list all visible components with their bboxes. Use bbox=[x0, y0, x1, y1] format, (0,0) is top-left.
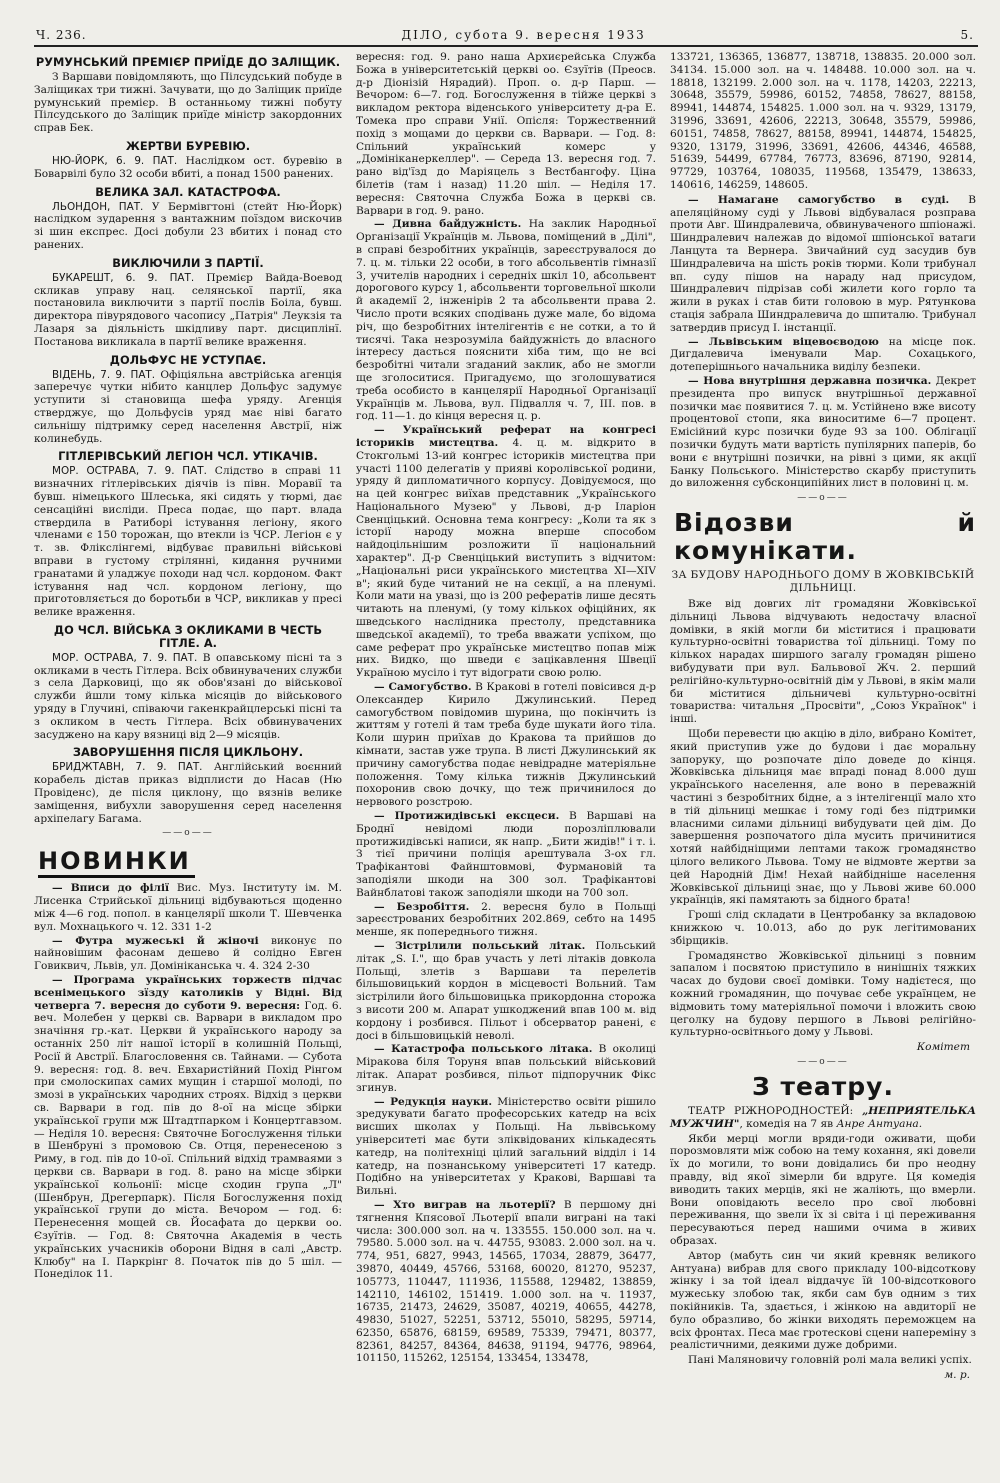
article-text: У Бермівгтоні (стейт Ню-Йорк) наслідком зударення з вантажним поїздом вискочив зі шин експрес. Досі добули 23 вбитих і понад сто ранених. bbox=[34, 200, 342, 251]
appeal-paragraph: Вже від довгих літ громадяни Жовківської дільниці Львова відчувають недостачу власної домівки, в якій могли би міститися і працювати культурно-освітні товариства тої дільниці. Тому по кількох нарадах ширшого загалу громадян рішено вибудувати при вул. Бальвової Жч. 2. перший релігійно-культурно-освітній дім у Львові, в якім мали би міститися дільничеві культурно-освітні товариства: читальня „Просвіти", „Союз Українок" і інші. bbox=[670, 598, 976, 726]
news-item-text: В околиці Міракова біля Торуня впав польський військовий літак. Апарат розбився, пільот підпоручник Фікс згинув. bbox=[356, 1043, 656, 1094]
news-item-lead: — Львівським віцевоєводою bbox=[688, 335, 879, 348]
section-divider: ——o—— bbox=[162, 828, 214, 839]
article-text: Наслідком ост. буревію в Боварвілі було 32 особи вбиті, а понад 1500 ранених. bbox=[34, 154, 342, 180]
appeal-paragraph: Гроші слід складати в Центробанку за вкладовою книжкою ч. 10.013, або до рук легітимованих збірщиків. bbox=[670, 909, 976, 947]
news-item-text: 4. ц. м. відкрито в Стокгольмі 13-ий конгрес істориків мистецтва при участі 1100 делегатів у приявi королівської родини, уряду й дипломатичного корпусу. Довідуємося, що на цей конгрес виїхав представник „Українського Національного Музею" у Львові, д-р Іларіон Свенціцький. Основна тема конгресу: „Коли та як з історії народу можна вперше способом найдоцільнішим розложити її національний характер". Д-р Свенціцький виступить з відчитом: „Національні риси українського мистецтва ХІ—XIV в"; який буде читаний не на секції, а на пленумі. Коли мати на увазі, що із 200 рефератів лише десять читають на пленумі, (у тому кількох офіційних, як шведського наслідника престолу, представника шведської академії), то треба вважати успіхом, що саме реферат про українське мистецтво попав між них. Видко, що шведи є зацікавлення Швеції Україною мусіло і тут відограти свою ролю. bbox=[356, 436, 656, 680]
article-dateline: ВІДЕНЬ, 7. 9. ПАТ. bbox=[52, 368, 156, 381]
news-item-text: Міністерство освіти рішило зредукувати багато професорських катедр на всіх висших школах у Польщі. На львівському університеті має бути зліквідованих кількадесять катедр, на політехніці цілий загальний відділ і 14 катедр, на познанському університеті 17 катедр. Подібно на університетах у Кракові, Варшаві та Вильні. bbox=[356, 1095, 656, 1198]
news-item-lead: — Самогубство. bbox=[374, 681, 472, 694]
article-text: Англійський воєнний корабель дістав приказ відплисти до Насав (Ню Провіденс), де після циклону, що вязнів велике заміщення, вибухли заворушення серед населення архіпелагу Багама. bbox=[34, 761, 342, 825]
news-item-text: виконує по найновішим фасонам дешево й солідно Евген Говиквич, Львів, ул. Домініканська ч. 4. 324 2-30 bbox=[34, 934, 342, 973]
columns bbox=[34, 51, 978, 1469]
article-headline: ЖЕРТВИ БУРЕВІЮ. bbox=[125, 138, 251, 153]
theatre-info: , комедія на 7 яв bbox=[739, 1117, 834, 1130]
section-divider: ——o—— bbox=[797, 493, 849, 504]
news-item-lead: — Дивна байдужність. bbox=[374, 218, 522, 231]
theatre-play-name: „НЕПРИЯТЕЛЬКА МУЖЧИН" bbox=[670, 1104, 976, 1130]
running-head bbox=[34, 28, 978, 47]
article-body bbox=[34, 201, 342, 252]
column-2 bbox=[354, 51, 656, 1469]
news-item-text: В Варшаві на Броднї невідомі люди порозліплювали протижидівські написи, як напр. „Бити жидів!" і т. і. З тієї причини поліція арештувала 3-ох гл. Трафікантові Файнштовмові, Фурмановій та заподіяли шкоди на 300 зол. Трафікантові Вайнблатові також заподіяли шкоди на 700 зол. bbox=[356, 810, 656, 899]
article-dateline: БРИДЖТАВН, 7. 9. ПАТ. bbox=[52, 761, 203, 774]
article-body bbox=[34, 272, 342, 349]
news-item bbox=[356, 424, 656, 680]
article-headline: ВЕЛИКА ЗАЛ. КАТАСТРОФА. bbox=[95, 184, 281, 199]
news-item-lead: — Редукція науки. bbox=[374, 1095, 493, 1108]
article-body bbox=[34, 369, 342, 446]
page-label: Ч. 236. bbox=[36, 28, 87, 42]
article-headline: ДОЛЬФУС НЕ УСТУПАЄ. bbox=[109, 352, 267, 367]
article-headline: ДО ЧСЛ. ВІЙСЬКА З ОКЛИКАМИ В ЧЕСТЬ ГІТЛЕ. А. bbox=[53, 622, 323, 650]
article-body bbox=[34, 465, 342, 619]
news-item-text: Декрет президента про випуск внутрішньої державної позички має появитися 7. ц. м. Устійнено вже висоту процентової стопи, яка виноситиме 6—7 процент. Емісійний курс позички буде 93 за 100. Облігації позички будуть мати вартість пупілярних паперів, бо вони є внутрішні позички, на рівні з цими, як акції Банку Польського. Міністерство скарбу приступить до виложення субсконципійних лист в половині ц. м. bbox=[670, 374, 976, 490]
news-item-lead: — Хто виграв на льотерії? bbox=[374, 1198, 556, 1211]
news-item bbox=[670, 336, 976, 374]
article-body bbox=[34, 652, 342, 742]
news-item bbox=[356, 940, 656, 1042]
article-text: Премієр Вайда-Воевод скликав управу нац. селянської партії, яка постановила виключити з партії послів Боіла, бувш. директора півурядового часопису „Патрія" Леукзія та Лазаря за діяльність шкідливу парт. дисциплінї. Постанова викликала в партії велике враження. bbox=[34, 271, 342, 348]
news-item-lead: — Український реферат на конгресі істориків мистецтва. bbox=[356, 424, 656, 449]
news-item bbox=[356, 810, 656, 900]
theatre-signature: м. р. bbox=[944, 1368, 970, 1381]
appeal-paragraph: Громадянство Жовківської дільниці з повним запалом і посвятою приступило в нинішніх тяжких часах до будови своєї домівки. Тому надієтеся, що кожний громадянин, що почуває себе українцем, не відмовить тому матеріяльної помочи і вложить свою цеголку на будову першого в Львові релігійно-культурно-освітнього дому у Львові. bbox=[670, 949, 976, 1039]
column-1 bbox=[34, 51, 342, 1469]
news-item-text: На заклик Народньої Організації Українців м. Львова, поміщений в „Ділі", в справі безробітних українців, зареєструвалося до 7. ц. м. тільки 22 особи, в того абсольвентів гімназії 3, учителів народних і середніх шкіл 10, абсольвент дорогового курсу 1, абсольвенти торговельної школи й академії 2, інженірів 2 та абсольвенти права 2. Число проти всяких сподівань дуже мале, бо відома річ, що безробітних інтелігентів є не сотки, а то й тисячі. Така незрозуміла байдужність до власного інтересу дасться пояснити хіба тим, що не всі безробітні читали згаданий заклик, або не змогли ще зголоситися. Пригадуємо, що зголошуватися треба особисто в канцелярії Народньої Організації Українців м. Львова, вул. Підвалля ч. 7, ІІІ. пов. в год. 11—1. до кінця вересня ц. р. bbox=[356, 218, 656, 423]
theatre-paragraph: Автор (мабуть син чи який кревняк великого Антуана) вибрав для свого прикладу 100-відсоткову жінку і за той ідеал віддачує їй 100-відсоткового мужеську злобою так, якби сам був одним з тих покійників. Та, здається, і жінкою на авдиторії не було образливо, бо жінки виходять переможцем на всіх фронтах. Песа має гротескові сцени напереміну з реалістичними, деякими дуже добрими. bbox=[670, 1249, 976, 1352]
page-number: 5. bbox=[960, 28, 974, 42]
news-item-lead: — Катастрофа польського літака. bbox=[374, 1043, 593, 1056]
news-item-lead: — Футра мужеські й жіночі bbox=[52, 934, 259, 947]
article-dateline: БУКАРЕШТ, 6. 9. ПАТ. bbox=[52, 271, 195, 284]
news-item bbox=[356, 901, 656, 939]
news-item bbox=[34, 974, 342, 1281]
news-item-lead: — Нова внутрішня державна позичка. bbox=[688, 374, 932, 387]
article-headline: ВИКЛЮЧИЛИ З ПАРТІЇ. bbox=[112, 255, 264, 270]
news-item-text: вересня: год. 9. рано наша Архиєрейська Служба Божа в університетській церкві оо. Єзуїтів (Преосв. д-р Діонізій Нярадий). Проп. о. д-р Парш. — Вечором: 6—7. год. Богослуження в тійже церкві з викладом ректора віденського університету д-ра Е. Томека про справи Унії. Опісля: Торжественний похід з мощами до церкви св. Варвари. — Год. 8: Спільний український комерс у „Домініканеркеллер". — Середа 13. вересня год. 7. рано від'їзд до Маріяцель з Вестбангофу. Ціна білетів (там і назад) 11.20 шіл. — Неділя 17. вересня: Святочна Служба Божа в церкві св. Варвари в год. 9. рано. bbox=[356, 51, 656, 217]
news-item-text: Год. 6. веч. Молебен у церкві св. Варвари в викладом про значіння гр.-кат. Церкви й українського народу за останніх 250 літ нашої історії в колишній Польщі, Росії й Австрії. Благословення св. Тайнами. — Субота 9. вересня: год. 8. веч. Евхаристійний Похід Рінгом при смолоскипах самих мущин і старшої молоді, по змозі в українських чародних строях. Відхід з церкви св. Варвари в год. пів до 8-ої на місце збірки української групи мж Штадтпарком і Концертгавзом. — Неділя 10. вересня: Святочне Богослуження тільки в Шенбруні з промовою Св. Отця, перенесеною з Риму, в год. пів до 10-ої. Спільний відхід трамваями з церкви св. Варвари в год. 8. рано на місце збірки української кольонії: місце сходин група „Л" (Шенбрун, Дрегерпарк). Після Богослуження похід української групи до міста. Вечором — год. 6: Перенесення мощей св. Йосафата до церкви оо. Єзуїтів. — Год. 8: Святочна Академія в честь українських учасників оборони Відня в салі „Австр. Клюбу" на І. Паркрінг 8. Початок пів до 5 шіл. — Понеділок 11. bbox=[34, 999, 342, 1281]
news-item bbox=[670, 194, 976, 335]
article-dateline: МОР. ОСТРАВА, 7. 9. ПАТ. bbox=[52, 465, 207, 478]
article-dateline: МОР. ОСТРАВА, 7. 9. ПАТ. bbox=[52, 651, 198, 664]
article-dateline: ЛЬОНДОН, ПАТ. bbox=[52, 200, 144, 213]
theatre-paragraph: Пані Маляновичу головній ролі мала великі успіх. bbox=[688, 1354, 972, 1367]
article-headline: ЗАВОРУШЕННЯ ПІСЛЯ ЦИКЛЬОНУ. bbox=[72, 745, 304, 760]
news-item bbox=[34, 882, 342, 933]
article-text: З Варшави повідомляють, що Пілсудський побуде в Заліщиках три тижні. Зачувати, що до Заліщик приїде румунський премієр. В останньому тижні побуту Пілсудського до Заліщик приїде міністр закордонних справ Бек. bbox=[34, 71, 342, 135]
news-item bbox=[356, 681, 656, 809]
news-item bbox=[356, 1043, 656, 1094]
news-item-lead: — Намагане самогубство в суді. bbox=[688, 193, 950, 206]
news-item-lead: — Зістрілили польський літак. bbox=[374, 939, 586, 952]
theatre-author: Анре Антуана. bbox=[836, 1117, 923, 1130]
news-item-lead: — Протижидівські ексцеси. bbox=[374, 810, 560, 823]
column-3 bbox=[668, 51, 976, 1469]
appeal-paragraph: Щоби перевести цю акцію в діло, вибрано Комітет, який приступив уже до будови і дає моральну запоруку, що розпочате діло доведе до кінця. Жовківська дільниця має впраді понад 8.000 душ українського населення, але воно в переважній частині з безробітних бідне, а з інтелігенції мало хто в тій дільниці мешкає і тому годі без підтримки власними силами дільниці вибудувати цей дім. До завершення розпочатого діла мусить причинитися хотяй найбідніщими лептами також громадянство цілого великого Львова. Тому не відмовте жертви за цей Народній Дім! Нехай найбідніше населення Жовківської дільниці знає, що у Львові живе 60.000 українців, які памятають за бідного брата! bbox=[670, 728, 976, 907]
news-item-lead: — Вписи до філії bbox=[52, 882, 170, 895]
lottery-continuation: 133721, 136365, 136877, 138718, 138835. 20.000 зол. 34134. 15.000 зол. на ч. 148488. 10.000 зол. на ч. 18818, 132199. 2.000 зол. на ч. 1178, 14203, 22213, 30648, 35579, 59986, 60152, 74858, 78627, 88158, 89941, 144874, 154825. 1.000 зол. на ч. 9329, 13179, 31996, 33691, 42606, 22213, 30648, 35579, 59986, 60151, 74858, 78627, 88158, 89941, 144874, 154825, 9320, 13179, 31996, 33691, 42606, 44346, 46588, 51639, 54499, 67784, 76773, 83696, 87190, 92814, 97729, 103764, 108035, 119568, 135479, 138633, 140616, 146259, 148605. bbox=[670, 51, 976, 191]
article-dateline: НЮ-ЙОРК, 6. 9. ПАТ. bbox=[52, 154, 178, 167]
appeals-subheading: ЗА БУДОВУ НАРОДНЬОГО ДОМУ В ЖОВКІВСЬКІЙ ДІЛЬНИЦІ. bbox=[671, 569, 975, 594]
section-divider: ——o—— bbox=[797, 1056, 849, 1067]
news-item bbox=[356, 51, 656, 217]
article-text: Слідство в справі 11 визначних гітлерівських діячів із півн. Моравії та бувш. німецького Шлеська, які сидять у тюрмі, дає сенсаційні висліди. Преса подає, що парт. влада ствердила в Ратиборі істування легіону, якого членами є 150 торожан, що втекли із ЧСР. Легіон є у т. зв. Флікслінгемі, відбуває правильні військові вправи в густому стрілянні, кидання ручними гранатами й уладжує походи над чсл. кордоном. Факт істування над чсл. кордоном легіону, що приготовляється до боротьби в ЧСР, викликав у пресі велике враження. bbox=[34, 465, 342, 619]
news-item-text: В першому дні тягнення Кпясової Льотерії впали виграні на такі числа: 300.000 зол. на ч. 133555. 150.000 зол. на ч. 79580. 5.000 зол. на ч. 44755, 93083. 2.000 зол. на ч. 774, 951, 6827, 9943, 14565, 17034, 28879, 36477, 39870, 40449, 45766, 53168, 60020, 81270, 95237, 105773, 110447, 111936, 115588, 129482, 138859, 142110, 146102, 151419. 1.000 зол. на ч. 11937, 16735, 21473, 24629, 35087, 40219, 40655, 44278, 49830, 51027, 52251, 53712, 55010, 58295, 59714, 62350, 65876, 68159, 69589, 75339, 79471, 80377, 82361, 84257, 84364, 84638, 91194, 94776, 98964, 101150, 115262, 125154, 133454, 133478, bbox=[356, 1198, 656, 1365]
news-item-text: на місце пок. Дигдалевича іменували Мар. Сохацького, дотеперішнього начальника виділу безпеки. bbox=[670, 335, 976, 374]
article-text: В опавському пісні та з окликами в честь Гітлера. Всіх обвинувачених служби з села Дарковиці, що як обов'язані до військової служби йшли тому кілька місяців до військового уряду в Глучині, співаючи гакенкрайцлерські пісні та з окликом в честь Гітлера. Всіх обвинувачених засуджено на кару вязниці від 2—9 місяців. bbox=[34, 651, 342, 741]
appeals-signature: Комітет bbox=[916, 1041, 970, 1054]
news-item-text: 2. вересня було в Польщі зареєстрованих безробітних 202.869, себто на 1495 менше, як попереднього тижня. bbox=[356, 900, 656, 939]
article-text: Офіціяльна австрійська агенція заперечує чутки нібито канцлер Дольфус задумує уступити зі становища шефа уряду. Агенція стверджує, що Дольфусів уряд має ніві багато сильнішу підтримку серед населення Австрії, ніж колинебудь. bbox=[34, 368, 342, 445]
news-heading: НОВИНКИ bbox=[38, 847, 195, 878]
theatre-paragraph: Якби мерці могли вряди-годи оживати, щоби порозмовляти між собою на тему кохання, які довели їх до могили, то вони довідались би про неодну правду, від якої зімерли би вдруге. Ця комедія виводить таких мерців, які не жаліють, що вмерли. Вони оповідають весело про свої любовні переживання, що звели їх зі світа і ці переживання пересуваються перед нашими очима в живих образах. bbox=[670, 1132, 976, 1247]
news-item-text: Польський літак „S. I.", що брав участь у леті літаків довкола Польщі, злетів з Варшави та перелетів більшовицький кордон в місцевості Вольний. Там зістрілили його більшовицька прикордонна сторожа з висоти 200 м. Апарат ушкоджений впав 100 м. від кордону і розбився. Пільот і обсерватор ранені, є досі в більшовицькій неволі. bbox=[356, 939, 656, 1042]
news-item-text: Вис. Муз. Інституту ім. М. Лисенка Стрийської дільниці відбуваються щоденно між 4—6 год. попол. в канцелярії школи Т. Шевченка вул. Мохнацького ч. 12. 331 1-2 bbox=[34, 882, 342, 933]
article-body bbox=[34, 155, 342, 181]
news-item bbox=[356, 1199, 656, 1365]
news-item-lead: — Програма українських торжеств підчас всенімецького зїзду католиків у Відні. Від четверга 7. вересня до суботи 9. вересня: bbox=[34, 974, 342, 1012]
news-item bbox=[356, 218, 656, 423]
theatre-intro: ТЕАТР РІЖНОРОДНОСТЕЙ: bbox=[688, 1104, 854, 1117]
news-item-lead: — Безробіття. bbox=[374, 900, 470, 913]
article-body bbox=[34, 71, 342, 135]
theatre-heading: З театру. bbox=[752, 1071, 894, 1101]
article-body bbox=[34, 761, 342, 825]
masthead-date: ДІЛО, субота 9. вересня 1933 bbox=[401, 28, 646, 42]
theatre-title-line bbox=[670, 1105, 976, 1131]
article-headline: РУМУНСЬКИЙ ПРЕМІЄР ПРИЇДЕ ДО ЗАЛІЩИК. bbox=[35, 55, 341, 69]
news-item bbox=[34, 935, 342, 973]
news-item-text: В Кракові в готелі повісився д-р Олександер Кирило Джулинський. Перед самогубством повідомив шурина, що покінчить із життям у готелі й там треба буде шукати його тіла. Коли шурин приїхав до Кракова та прийшов до кімнати, застав уже трупа. В листі Джулинський як причину самогубства подає невідрадне матеріяльне положення. Тому кілька тижнів Джулинський похоронив свою дочку, що теж причинилося до нервового розстрою. bbox=[356, 681, 656, 809]
appeals-heading: Відозви й комунікати. bbox=[674, 508, 976, 566]
news-item bbox=[670, 375, 976, 490]
news-item-text: В апеляційному суді у Львові відбувалася розправа проти Авг. Шиндралевича, обвинуваченого шпіонажі. Шиндралевич належав до відомої шпіонської ватаги Ланцута та Вернера. Звичайний суд засудив був Шиндралевича на шість років тюрми. Коли трибунал вп. суду пішов на нараду над присудом, Шиндралевич підрізав собі жилети кого горло та жили в руках і став бити головою в мур. Рятункова стація забрала Шиндралевича до шпиталю. Трибунал затвердив присуд І. інстанції. bbox=[670, 193, 976, 334]
news-item bbox=[356, 1096, 656, 1198]
article-headline: ГІТЛЕРІВСЬКИЙ ЛЕГІОН ЧСЛ. УТІКАЧІВ. bbox=[58, 449, 318, 464]
